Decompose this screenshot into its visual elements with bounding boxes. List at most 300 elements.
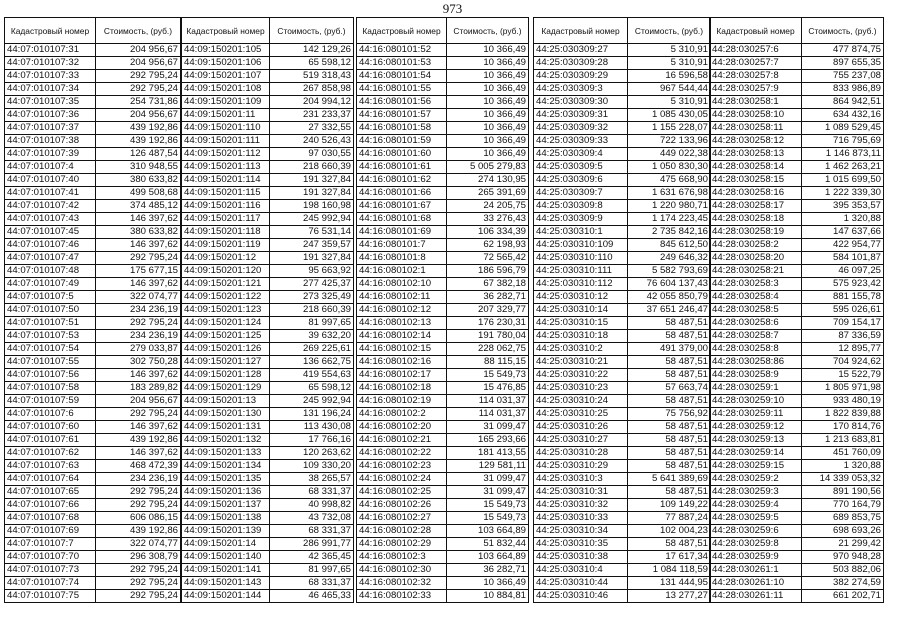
cost-cell: 419 554,63 (270, 369, 354, 382)
table-row (182, 421, 354, 434)
cadastral-number-cell: 44:16:080102:26 (357, 499, 447, 512)
cadastral-number-cell: 44:09:150201:112 (182, 148, 270, 161)
table-row (357, 551, 529, 564)
table-row (357, 460, 529, 473)
cost-cell: 218 660,39 (270, 304, 354, 317)
table-row (357, 382, 529, 395)
table-row (182, 213, 354, 226)
table-row (5, 577, 181, 590)
table-row (357, 161, 529, 174)
cadastral-number-cell: 44:16:080102:13 (357, 317, 447, 330)
cost-cell: 175 677,15 (96, 265, 181, 278)
table-header-row (357, 18, 529, 44)
table-row (182, 57, 354, 70)
cost-cell: 10 366,49 (447, 122, 529, 135)
cost-cell: 191 780,04 (447, 330, 529, 343)
cost-cell: 380 633,82 (96, 226, 181, 239)
cost-cell: 10 884,81 (447, 590, 529, 603)
cost-cell: 146 397,62 (96, 369, 181, 382)
cost-cell: 10 366,49 (447, 57, 529, 70)
cadastral-number-cell: 44:28:030258:13 (710, 148, 802, 161)
cadastral-number-cell: 44:16:080101:57 (357, 109, 447, 122)
table-row (182, 135, 354, 148)
table-row (182, 70, 354, 83)
cost-header: Стоимость, (руб.) (270, 18, 354, 44)
cost-cell: 1 222 339,30 (802, 187, 884, 200)
table-row (5, 161, 181, 174)
cost-cell: 87 336,59 (802, 330, 884, 343)
cadastral-number-cell: 44:28:030259:4 (710, 499, 802, 512)
cost-cell: 129 581,11 (447, 460, 529, 473)
cadastral-number-cell: 44:07:010107:45 (5, 226, 96, 239)
cadastral-number-cell: 44:09:150201:131 (182, 421, 270, 434)
cost-cell: 881 155,78 (802, 291, 884, 304)
table-row (357, 291, 529, 304)
cost-cell: 15 522,79 (802, 369, 884, 382)
cadastral-number-cell: 44:25:030310:23 (534, 382, 628, 395)
cost-cell: 15 476,85 (447, 382, 529, 395)
cost-cell: 1 084 118,59 (628, 564, 711, 577)
table-row (534, 486, 711, 499)
cadastral-number-cell: 44:16:080102:18 (357, 382, 447, 395)
cadastral-number-cell: 44:25:030310:21 (534, 356, 628, 369)
cadastral-number-cell: 44:07:010107:36 (5, 109, 96, 122)
cadastral-number-cell: 44:09:150201:141 (182, 564, 270, 577)
cadastral-number-header: Кадастровый номер (534, 18, 628, 44)
cadastral-number-cell: 44:25:030310:28 (534, 447, 628, 460)
table-row (5, 187, 181, 200)
table-row (534, 460, 711, 473)
cost-cell: 310 948,55 (96, 161, 181, 174)
cadastral-number-cell: 44:09:150201:13 (182, 395, 270, 408)
cadastral-number-cell: 44:07:010107:70 (5, 551, 96, 564)
table-row (182, 434, 354, 447)
cost-cell: 2 735 842,16 (628, 226, 711, 239)
cost-cell: 595 026,61 (802, 304, 884, 317)
cost-cell: 292 795,24 (96, 486, 181, 499)
cost-cell: 265 391,69 (447, 187, 529, 200)
cadastral-number-cell: 44:28:030258:15 (710, 174, 802, 187)
cost-cell: 146 397,62 (96, 421, 181, 434)
cost-cell: 770 164,79 (802, 499, 884, 512)
cost-cell: 15 549,73 (447, 512, 529, 525)
cost-cell: 33 276,43 (447, 213, 529, 226)
cost-cell: 380 633,82 (96, 174, 181, 187)
cadastral-number-cell: 44:09:150201:126 (182, 343, 270, 356)
cadastral-number-cell: 44:07:010107:46 (5, 239, 96, 252)
table-row (5, 356, 181, 369)
table-row (5, 122, 181, 135)
cadastral-number-cell: 44:16:080102:20 (357, 421, 447, 434)
cost-cell: 136 662,75 (270, 356, 354, 369)
cadastral-number-cell: 44:28:030258:14 (710, 161, 802, 174)
cost-cell: 279 033,87 (96, 343, 181, 356)
cadastral-number-cell: 44:28:030259:9 (710, 551, 802, 564)
table-row (5, 395, 181, 408)
table-row (182, 369, 354, 382)
cost-cell: 131 444,95 (628, 577, 711, 590)
register-table-3 (356, 17, 529, 603)
table-row (534, 252, 711, 265)
cost-cell: 249 646,32 (628, 252, 711, 265)
table-row (5, 317, 181, 330)
table-row (357, 408, 529, 421)
cadastral-number-cell: 44:16:080102:10 (357, 278, 447, 291)
table-row (534, 187, 711, 200)
cadastral-number-cell: 44:25:030310:18 (534, 330, 628, 343)
cadastral-number-cell: 44:28:030258:18 (710, 213, 802, 226)
cost-cell: 58 487,51 (628, 317, 711, 330)
cadastral-number-cell: 44:16:080102:25 (357, 486, 447, 499)
cost-cell: 191 327,84 (270, 187, 354, 200)
table-row (5, 369, 181, 382)
table-row (357, 44, 529, 57)
cadastral-number-cell: 44:28:030258:7 (710, 330, 802, 343)
table-row (534, 109, 711, 122)
cadastral-number-cell: 44:16:080102:15 (357, 343, 447, 356)
table-row (710, 330, 884, 343)
table-row (182, 265, 354, 278)
cadastral-number-cell: 44:07:010107:64 (5, 473, 96, 486)
table-row (5, 44, 181, 57)
cost-cell: 382 274,59 (802, 577, 884, 590)
table-row (182, 330, 354, 343)
cadastral-number-cell: 44:16:080102:19 (357, 395, 447, 408)
table-header-row (534, 18, 711, 44)
table-row (357, 70, 529, 83)
table-row (5, 278, 181, 291)
table-row (710, 122, 884, 135)
cadastral-number-cell: 44:16:080102:27 (357, 512, 447, 525)
table-row (182, 538, 354, 551)
cadastral-number-cell: 44:25:030310:1 (534, 226, 628, 239)
cost-cell: 46 465,33 (270, 590, 354, 603)
cadastral-number-cell: 44:25:030310:109 (534, 239, 628, 252)
cadastral-number-cell: 44:07:010107:54 (5, 343, 96, 356)
table-row (182, 226, 354, 239)
table-row (534, 525, 711, 538)
table-row (710, 226, 884, 239)
cadastral-number-cell: 44:07:010107:63 (5, 460, 96, 473)
table-row (710, 252, 884, 265)
cadastral-number-cell: 44:07:010107:7 (5, 538, 96, 551)
cadastral-number-cell: 44:07:010107:62 (5, 447, 96, 460)
cadastral-number-cell: 44:28:030258:21 (710, 265, 802, 278)
cost-cell: 10 366,49 (447, 577, 529, 590)
table-row (182, 382, 354, 395)
cadastral-number-header: Кадастровый номер (5, 18, 96, 44)
table-row (182, 122, 354, 135)
table-row (357, 421, 529, 434)
cadastral-number-cell: 44:25:030309:28 (534, 57, 628, 70)
cadastral-number-cell: 44:28:030258:3 (710, 278, 802, 291)
cost-cell: 709 154,17 (802, 317, 884, 330)
table-row (5, 486, 181, 499)
table-row (710, 57, 884, 70)
cadastral-number-cell: 44:28:030258:10 (710, 109, 802, 122)
cost-header: Стоимость, (руб.) (802, 18, 884, 44)
table-row (534, 200, 711, 213)
cost-cell: 1 085 430,05 (628, 109, 711, 122)
table-row (182, 590, 354, 603)
cadastral-number-cell: 44:09:150201:144 (182, 590, 270, 603)
cost-cell: 204 956,67 (96, 109, 181, 122)
table-row (534, 161, 711, 174)
cost-cell: 292 795,24 (96, 408, 181, 421)
table-row (357, 122, 529, 135)
cost-cell: 634 432,16 (802, 109, 884, 122)
table-row (5, 564, 181, 577)
cost-cell: 146 397,62 (96, 213, 181, 226)
cadastral-number-cell: 44:25:030310:111 (534, 265, 628, 278)
table-row (182, 109, 354, 122)
table-row (357, 590, 529, 603)
table-row (534, 408, 711, 421)
table-row (182, 317, 354, 330)
cost-cell: 689 853,75 (802, 512, 884, 525)
table-row (5, 525, 181, 538)
cadastral-number-cell: 44:16:080101:62 (357, 174, 447, 187)
cost-cell: 170 814,76 (802, 421, 884, 434)
cost-cell: 704 924,62 (802, 356, 884, 369)
cost-cell: 449 022,38 (628, 148, 711, 161)
cadastral-number-cell: 44:09:150201:127 (182, 356, 270, 369)
cost-cell: 142 129,26 (270, 44, 354, 57)
table-row (182, 239, 354, 252)
table-row (710, 460, 884, 473)
register-table-1 (4, 17, 181, 603)
cost-cell: 322 074,77 (96, 538, 181, 551)
table-row (710, 447, 884, 460)
table-row (182, 356, 354, 369)
table-header-row (182, 18, 354, 44)
cadastral-number-cell: 44:25:030309:5 (534, 161, 628, 174)
table-row (534, 395, 711, 408)
cost-cell: 186 596,79 (447, 265, 529, 278)
cost-cell: 126 487,54 (96, 148, 181, 161)
cost-cell: 286 991,77 (270, 538, 354, 551)
table-row (182, 473, 354, 486)
table-row (5, 252, 181, 265)
cadastral-number-header: Кадастровый номер (182, 18, 270, 44)
cost-cell: 897 655,35 (802, 57, 884, 70)
cadastral-number-cell: 44:07:010107:73 (5, 564, 96, 577)
table-row (5, 421, 181, 434)
cost-cell: 519 318,43 (270, 70, 354, 83)
cadastral-number-cell: 44:07:010107:35 (5, 96, 96, 109)
table-row (534, 148, 711, 161)
cost-cell: 755 237,08 (802, 70, 884, 83)
table-row (357, 317, 529, 330)
cadastral-number-cell: 44:07:010107:55 (5, 356, 96, 369)
cadastral-number-cell: 44:16:080102:14 (357, 330, 447, 343)
cadastral-number-cell: 44:28:030258:9 (710, 369, 802, 382)
cost-cell: 42 365,45 (270, 551, 354, 564)
table-row (5, 343, 181, 356)
table-row (710, 317, 884, 330)
cost-cell: 245 992,94 (270, 395, 354, 408)
table-row (534, 265, 711, 278)
cost-cell: 451 760,09 (802, 447, 884, 460)
cost-cell: 296 308,79 (96, 551, 181, 564)
table-row (710, 187, 884, 200)
table-row (182, 343, 354, 356)
table-row (5, 382, 181, 395)
cadastral-number-cell: 44:16:080101:56 (357, 96, 447, 109)
cadastral-number-cell: 44:28:030261:10 (710, 577, 802, 590)
cost-cell: 1 213 683,81 (802, 434, 884, 447)
cadastral-number-cell: 44:28:030258:17 (710, 200, 802, 213)
cost-cell: 31 099,47 (447, 473, 529, 486)
table-row (182, 512, 354, 525)
table-row (357, 577, 529, 590)
cost-cell: 395 353,57 (802, 200, 884, 213)
cost-cell: 584 101,87 (802, 252, 884, 265)
table-row (5, 551, 181, 564)
cadastral-number-cell: 44:25:030310:31 (534, 486, 628, 499)
table-row (534, 577, 711, 590)
table-row (534, 135, 711, 148)
cadastral-number-cell: 44:25:030309:31 (534, 109, 628, 122)
cadastral-number-cell: 44:28:030261:11 (710, 590, 802, 603)
cost-cell: 15 549,73 (447, 369, 529, 382)
cadastral-number-cell: 44:25:030310:29 (534, 460, 628, 473)
table-row (534, 512, 711, 525)
cost-cell: 114 031,37 (447, 408, 529, 421)
table-row (534, 70, 711, 83)
cadastral-number-cell: 44:25:030310:38 (534, 551, 628, 564)
table-row (710, 564, 884, 577)
cadastral-number-cell: 44:25:030310:26 (534, 421, 628, 434)
cost-cell: 10 366,49 (447, 70, 529, 83)
table-row (182, 83, 354, 96)
cost-cell: 46 097,25 (802, 265, 884, 278)
cadastral-number-cell: 44:07:010107:56 (5, 369, 96, 382)
cadastral-number-cell: 44:28:030259:6 (710, 525, 802, 538)
cadastral-number-cell: 44:16:080101:52 (357, 44, 447, 57)
cost-cell: 13 277,27 (628, 590, 711, 603)
cost-cell: 114 031,37 (447, 395, 529, 408)
cadastral-number-cell: 44:28:030258:86 (710, 356, 802, 369)
cadastral-number-cell: 44:07:010107:49 (5, 278, 96, 291)
table-row (710, 551, 884, 564)
cost-cell: 439 192,86 (96, 135, 181, 148)
cost-cell: 247 359,57 (270, 239, 354, 252)
cost-cell: 499 508,68 (96, 187, 181, 200)
cost-cell: 231 233,37 (270, 109, 354, 122)
cost-cell: 68 331,37 (270, 577, 354, 590)
cadastral-number-cell: 44:16:080101:53 (357, 57, 447, 70)
table-row (710, 304, 884, 317)
cost-cell: 21 299,42 (802, 538, 884, 551)
table-row (357, 512, 529, 525)
table-row (357, 525, 529, 538)
cost-cell: 24 205,75 (447, 200, 529, 213)
table-row (5, 330, 181, 343)
cadastral-number-cell: 44:16:080102:1 (357, 265, 447, 278)
cadastral-number-cell: 44:28:030259:15 (710, 460, 802, 473)
cadastral-number-cell: 44:28:030258:8 (710, 343, 802, 356)
cost-cell: 81 997,65 (270, 564, 354, 577)
table-row (534, 83, 711, 96)
cadastral-number-cell: 44:07:010107:74 (5, 577, 96, 590)
cost-cell: 40 998,82 (270, 499, 354, 512)
cadastral-number-cell: 44:16:080101:61 (357, 161, 447, 174)
table-row (182, 577, 354, 590)
cost-cell: 240 526,43 (270, 135, 354, 148)
cost-cell: 322 074,77 (96, 291, 181, 304)
cost-cell: 1 050 830,30 (628, 161, 711, 174)
cost-cell: 503 882,06 (802, 564, 884, 577)
cadastral-number-cell: 44:25:030310:44 (534, 577, 628, 590)
cost-cell: 146 397,62 (96, 239, 181, 252)
cadastral-number-cell: 44:28:030258:6 (710, 317, 802, 330)
table-row (534, 343, 711, 356)
table-row (182, 174, 354, 187)
cost-cell: 254 731,86 (96, 96, 181, 109)
cadastral-number-cell: 44:25:030310:12 (534, 291, 628, 304)
table-row (534, 538, 711, 551)
cadastral-number-cell: 44:28:030258:5 (710, 304, 802, 317)
table-row (710, 538, 884, 551)
table-row (5, 213, 181, 226)
cost-cell: 14 339 053,32 (802, 473, 884, 486)
cadastral-number-cell: 44:07:010107:34 (5, 83, 96, 96)
table-row (357, 57, 529, 70)
table-row (182, 564, 354, 577)
cost-cell: 1 174 223,45 (628, 213, 711, 226)
cadastral-number-cell: 44:07:010107:61 (5, 434, 96, 447)
cost-cell: 113 430,08 (270, 421, 354, 434)
cadastral-number-cell: 44:07:010107:75 (5, 590, 96, 603)
table-row (5, 499, 181, 512)
cadastral-number-cell: 44:07:010107:66 (5, 499, 96, 512)
cost-cell: 109 330,20 (270, 460, 354, 473)
table-row (357, 226, 529, 239)
table-row (357, 135, 529, 148)
cost-cell: 273 325,49 (270, 291, 354, 304)
cadastral-number-cell: 44:07:010107:42 (5, 200, 96, 213)
cost-cell: 491 379,00 (628, 343, 711, 356)
cadastral-number-cell: 44:28:030259:11 (710, 408, 802, 421)
cadastral-number-cell: 44:07:010107:31 (5, 44, 96, 57)
table-row (182, 148, 354, 161)
table-row (182, 291, 354, 304)
cadastral-number-cell: 44:25:030310:3 (534, 473, 628, 486)
cost-cell: 661 202,71 (802, 590, 884, 603)
cadastral-number-cell: 44:28:030257:6 (710, 44, 802, 57)
cost-cell: 292 795,24 (96, 252, 181, 265)
table-row (534, 499, 711, 512)
table-row (710, 148, 884, 161)
cost-cell: 422 954,77 (802, 239, 884, 252)
cost-cell: 891 190,56 (802, 486, 884, 499)
cadastral-number-cell: 44:07:010107:68 (5, 512, 96, 525)
table-row (710, 213, 884, 226)
table-row (5, 200, 181, 213)
table-row (5, 57, 181, 70)
cadastral-number-cell: 44:09:150201:122 (182, 291, 270, 304)
cadastral-number-cell: 44:25:030310:112 (534, 278, 628, 291)
cadastral-number-cell: 44:07:010107:65 (5, 486, 96, 499)
cadastral-number-cell: 44:09:150201:105 (182, 44, 270, 57)
cadastral-number-cell: 44:25:030310:4 (534, 564, 628, 577)
table-row (5, 96, 181, 109)
cost-cell: 131 196,24 (270, 408, 354, 421)
cost-cell: 5 310,91 (628, 44, 711, 57)
cadastral-number-cell: 44:09:150201:108 (182, 83, 270, 96)
cadastral-number-cell: 44:07:010107:69 (5, 525, 96, 538)
